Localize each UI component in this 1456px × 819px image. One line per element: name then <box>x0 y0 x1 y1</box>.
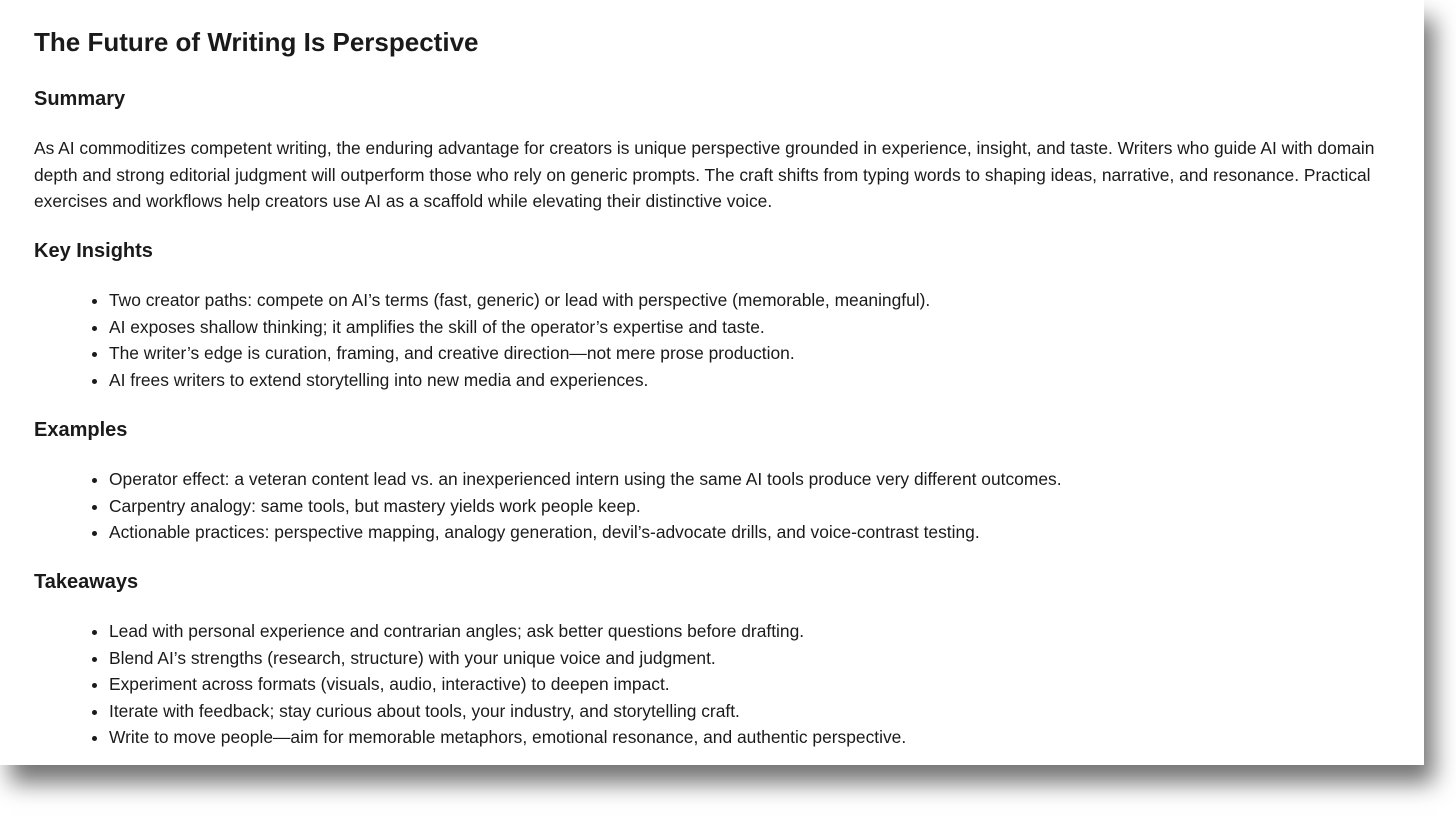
takeaways-list <box>34 618 906 751</box>
list-item: • Blend AI’s strengths (research, structure) with your unique voice and judgment. <box>109 645 906 672</box>
list-item: • Experiment across formats (visuals, audio, interactive) to deepen impact. <box>109 671 906 698</box>
list-item: • Operator effect: a veteran content lead vs. an inexperienced intern using the same AI tools produce very different outcomes. <box>109 466 1062 493</box>
list-item: • Actionable practices: perspective mapping, analogy generation, devil’s-advocate drills, and voice-contrast testing. <box>109 519 1062 546</box>
list-item: • Iterate with feedback; stay curious about tools, your industry, and storytelling craft. <box>109 698 906 725</box>
list-item: • Carpentry analogy: same tools, but mastery yields work people keep. <box>109 493 1062 520</box>
list-item: • Two creator paths: compete on AI’s terms (fast, generic) or lead with perspective (memorable, meaningful). <box>109 287 930 314</box>
examples-heading: Examples <box>34 419 128 441</box>
page-title: The Future of Writing Is Perspective <box>34 27 479 57</box>
summary-paragraph: As AI commoditizes competent writing, the enduring advantage for creators is unique perspective grounded in experience, insight, and taste. Writers who guide AI with domain depth and strong editorial judgment will outperform those who rely on generic prompts. The craft shifts from typing words to shaping ideas, narrative, and resonance. Practical exercises and workflows help creators use AI as a scaffold while elevating their distinctive voice. <box>34 138 1375 211</box>
list-item: • Lead with personal experience and contrarian angles; ask better questions before drafting. <box>109 618 906 645</box>
list-item: • Write to move people—aim for memorable metaphors, emotional resonance, and authentic perspective. <box>109 724 906 751</box>
key-insights-list <box>34 287 930 393</box>
takeaways-heading: Takeaways <box>34 571 139 593</box>
list-item: • AI exposes shallow thinking; it amplifies the skill of the operator’s expertise and taste. <box>109 314 930 341</box>
examples-list <box>34 466 1062 546</box>
summary-heading: Summary <box>34 88 126 110</box>
key-insights-heading: Key Insights <box>34 240 153 262</box>
list-item: • AI frees writers to extend storytelling into new media and experiences. <box>109 367 930 394</box>
list-item: • The writer’s edge is curation, framing, and creative direction—not mere prose production. <box>109 340 930 367</box>
